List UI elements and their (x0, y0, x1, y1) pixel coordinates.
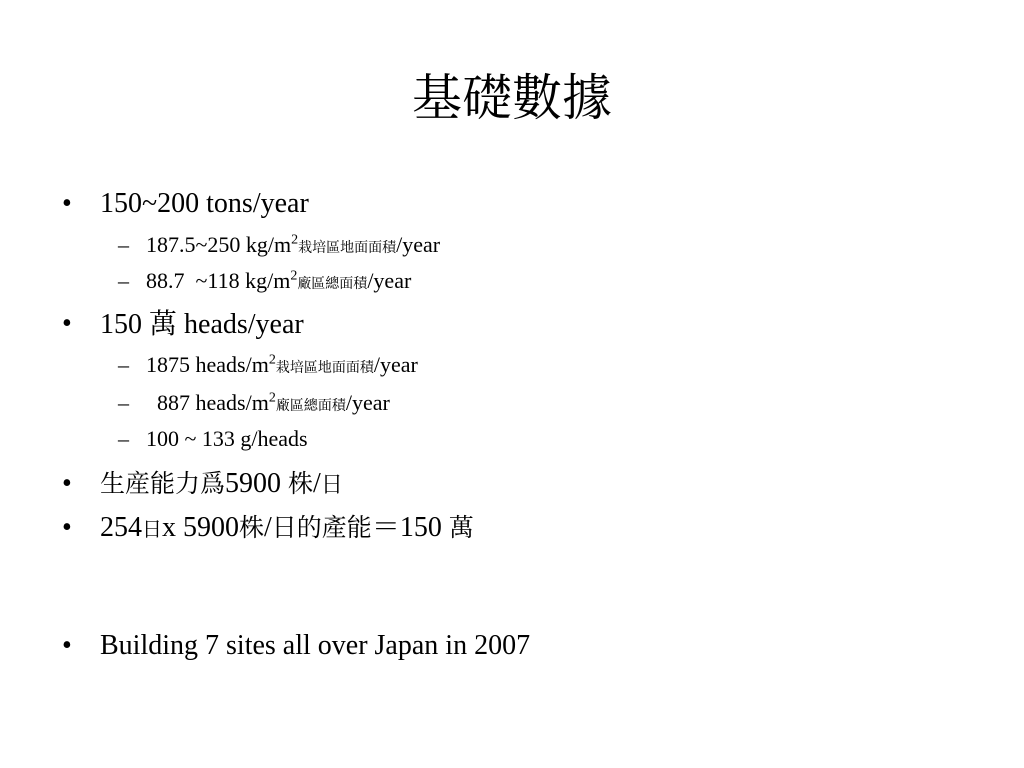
bullet-4: 254日x 5900株/日的產能＝150 萬 (100, 512, 474, 543)
dash-marker: – (118, 268, 129, 293)
dash-marker: – (118, 352, 129, 377)
dash-marker: – (118, 390, 129, 415)
slide-title: 基礎數據 (412, 69, 612, 127)
sub-bullet-1-2: 88.7 ~118 $kg/m^2$廠區總面積/year (146, 268, 412, 293)
bullet-marker: • (62, 188, 72, 219)
dash-marker: – (118, 232, 129, 257)
sub-bullet-2-3: 100 ~ 133 g/heads (146, 426, 308, 451)
bullet-marker: • (62, 630, 72, 661)
bullet-3: 生産能力爲5900 株/日 (100, 468, 343, 499)
sub-bullet-2-1: 1875 heads/$m^2$栽培區地面面積/year (146, 352, 418, 377)
bullet-5: Building 7 sites all over Japan in 2007 (100, 630, 531, 661)
bullet-1: 150~200 tons/year (100, 188, 309, 219)
bullet-marker: • (62, 512, 72, 543)
sub-bullet-1-1: 187.5~250 $kg/m^2$栽培區地面面積/year (146, 232, 441, 257)
dash-marker: – (118, 426, 129, 451)
bullet-marker: • (62, 308, 72, 339)
bullet-marker: • (62, 468, 72, 499)
sub-bullet-2-2: 887 heads/$m^2$廠區總面積/year (146, 390, 390, 415)
bullet-2: 150 萬 heads/year (100, 307, 304, 340)
